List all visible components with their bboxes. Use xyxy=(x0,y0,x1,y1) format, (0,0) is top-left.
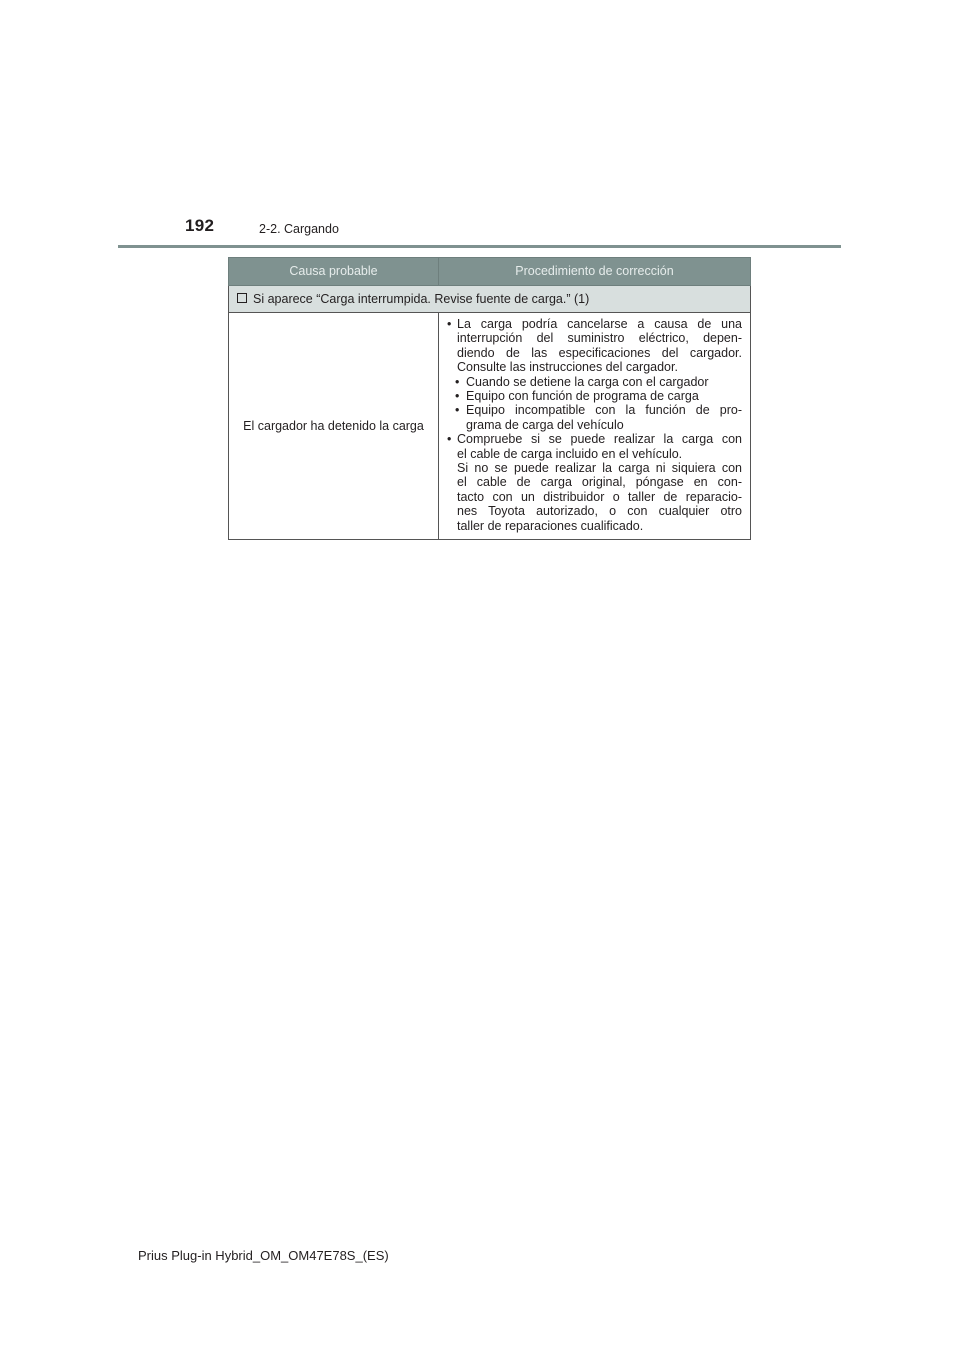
bullet2-line: Compruebe si se puede realizar la carga con xyxy=(457,432,742,447)
bullet2-line: nes Toyota autorizado, o con cualquier otro xyxy=(457,504,742,519)
bullet2-line: taller de reparaciones cualificado. xyxy=(457,518,644,533)
bullet1-line: Consulte las instrucciones del cargador. xyxy=(457,360,678,375)
sub3-line: Equipo incompatible con la función de pro- xyxy=(466,403,742,418)
column-header-fix: Procedimiento de corrección xyxy=(439,258,751,286)
cause-cell: El cargador ha detenido la carga xyxy=(229,313,439,540)
column-header-cause: Causa probable xyxy=(229,258,439,286)
sub-bullet-text: Cuando se detiene la carga con el cargador xyxy=(466,374,709,389)
bullet2-line: Si no se puede realizar la carga ni siquiera con xyxy=(457,461,742,476)
sub-bullet-item xyxy=(447,403,742,432)
bullet-mark: • xyxy=(455,389,460,404)
document-footer: Prius Plug-in Hybrid_OM_OM47E78S_(ES) xyxy=(138,1248,389,1263)
troubleshooting-table xyxy=(228,257,751,540)
sub-bullet-text: Equipo con función de programa de carga xyxy=(466,389,699,404)
bullet-mark: • xyxy=(455,374,460,389)
bullet-item xyxy=(447,432,742,533)
bullet-mark: • xyxy=(447,317,452,331)
section-label-cell xyxy=(229,286,751,313)
bullet1-line: diendo de las especificaciones del cargador. xyxy=(457,345,742,360)
bullet1-line: La carga podría cancelarse a causa de una xyxy=(457,317,742,331)
checkbox-icon xyxy=(237,293,247,303)
page-number: 192 xyxy=(185,216,215,235)
sub3-line: grama de carga del vehículo xyxy=(466,417,624,432)
bullet2-line: tacto con un distribuidor o taller de reparacio- xyxy=(457,489,742,504)
section-title: 2-2. Cargando xyxy=(259,222,339,236)
header-rule xyxy=(118,245,841,248)
fix-cell xyxy=(439,313,751,540)
sub-bullet-item xyxy=(447,389,742,403)
bullet1-line: interrupción del suministro eléctrico, depen- xyxy=(457,331,742,346)
table-section-row xyxy=(229,286,751,313)
table-header-row xyxy=(229,258,751,286)
bullet-item xyxy=(447,317,742,375)
bullet-mark: • xyxy=(455,403,460,418)
table-row xyxy=(229,313,751,540)
bullet2-line: el cable de carga original, póngase en con- xyxy=(457,475,742,490)
section-label: Si aparece “Carga interrumpida. Revise fuente de carga.” (1) xyxy=(253,291,590,306)
bullet2-line: el cable de carga incluido en el vehículo. xyxy=(457,446,683,461)
sub-bullet-item xyxy=(447,375,742,389)
bullet-mark: • xyxy=(447,432,452,447)
